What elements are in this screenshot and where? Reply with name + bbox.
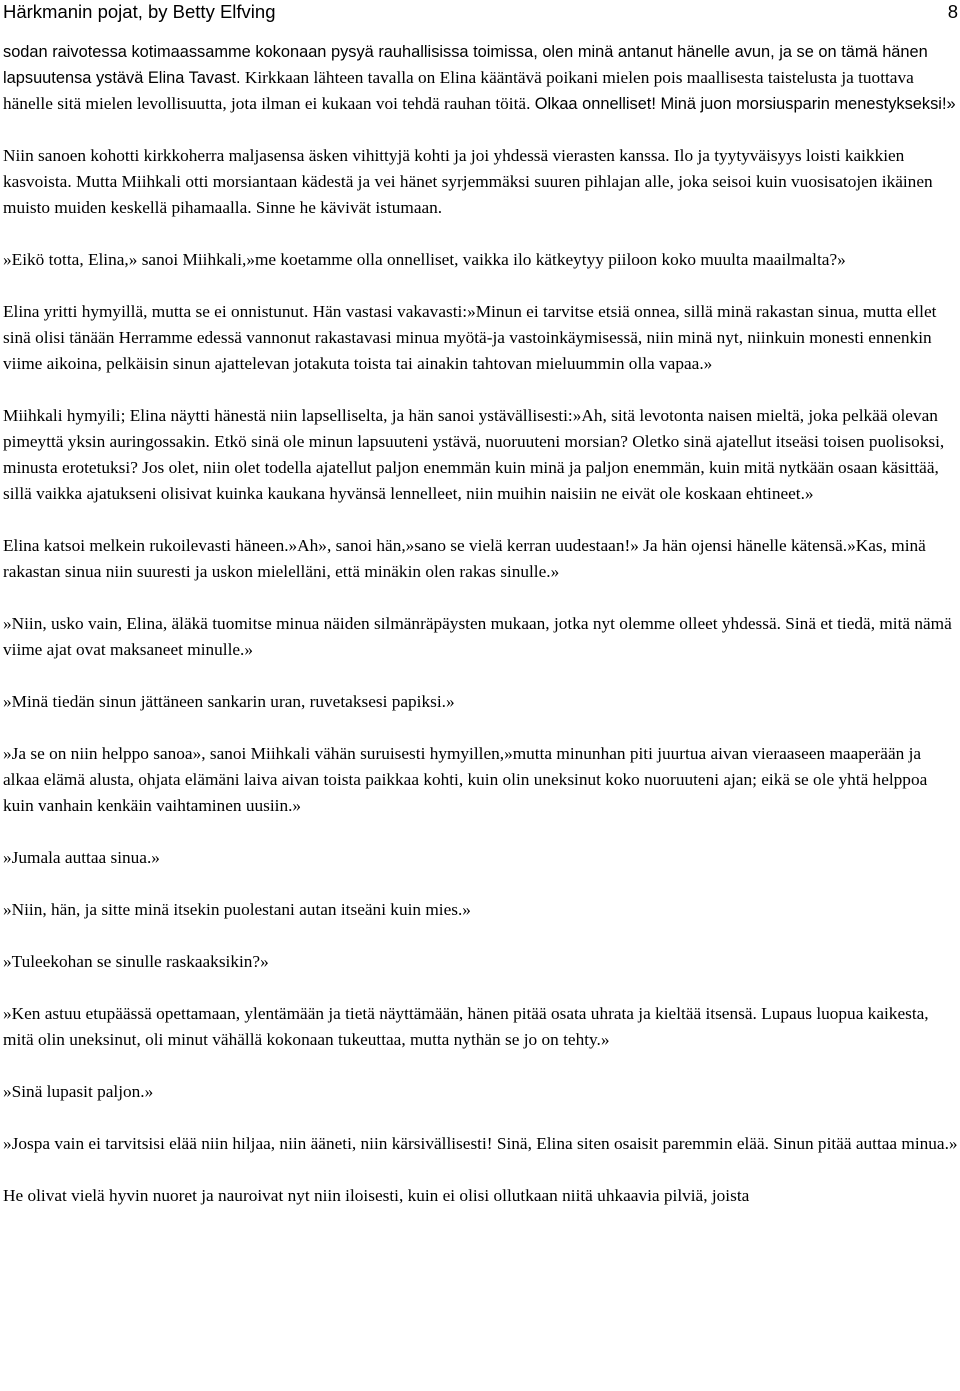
page-number: 8 [947, 1, 958, 22]
page-header [3, 0, 958, 24]
paragraph: Elina katsoi melkein rukoilevasti häneen.»Ah», sanoi hän,»sano se vielä kerran uudestaan!» Ja hän ojensi hänelle kätensä.»Kas, minä rakastan sinua niin suuresti ja uskon mielelläni, että minäkin olen rakas sinulle.» [3, 536, 926, 581]
paragraph: Niin sanoen kohotti kirkkoherra maljasensa äsken vihittyjä kohti ja joi yhdessä vierasten kanssa. Ilo ja tyytyväisyys loisti kaikkien kasvoista. Mutta Miihkali otti morsiantaan kädestä ja vei hänet syrjemmäksi suuren pihlajan alle, joka seisoi kuin vuosisatojen ikäinen muisto muiden keskellä pihamaalla. Sinne he kävivät istumaan. [3, 146, 933, 217]
page-body [3, 39, 959, 1235]
paragraph: »Minä tiedän sinun jättäneen sankarin uran, ruvetaksesi papiksi.» [3, 692, 455, 711]
paragraph: »Eikö totta, Elina,» sanoi Miihkali,»me koetamme olla onnelliset, vaikka ilo kätkeytyy piiloon koko muulta maailmalta?» [3, 250, 846, 269]
paragraph-text: sodan raivotessa kotimaassamme kokonaan pysyä rauhallisissa toimissa, olen minä antanut hänelle avun, ja se on tämä hänen lapsuutensa ystävä Elina Tavast. [3, 43, 928, 87]
paragraph [3, 39, 959, 117]
paragraph-text: Olkaa onnelliset! Minä juon morsiusparin menestykseksi!» [534, 95, 956, 113]
book-title: Härkmanin pojat, by Betty Elfving [3, 1, 276, 22]
paragraph: »Jumala auttaa sinua.» [3, 848, 160, 867]
paragraph: »Ken astuu etupäässä opettamaan, ylentämään ja tietä näyttämään, hänen pitää osata uhrata ja kieltää itsensä. Lupaus luopua kaikesta, mitä olin uneksinut, oli minut vähällä kokonaan tukeuttaa, mutta nythän se jo on tehty.» [3, 1004, 929, 1049]
paragraph: »Tuleekohan se sinulle raskaaksikin?» [3, 952, 269, 971]
paragraph: He olivat vielä hyvin nuoret ja nauroivat nyt niin iloisesti, kuin ei olisi ollutkaan niitä uhkaavia pilviä, joista [3, 1186, 750, 1205]
paragraph: Elina yritti hymyillä, mutta se ei onnistunut. Hän vastasi vakavasti:»Minun ei tarvitse etsiä onnea, sillä minä rakastan sinua, mutta ellet sinä olisi tänään Herramme edessä vannonut rakastavasi minua myötä-ja vastoinkäymisessä, niin minä nyt, niinkuin monesti ennenkin viime aikoina, pelkäisin sinun ajattelevan jotakuta toista tai ainakin tahtovan mieluummin olla vapaa.» [3, 302, 937, 373]
paragraph-text: Kirkkaan lähteen tavalla on Elina kääntävä poikani mielen pois maallisesta taistelusta ja tuottava hänelle sitä mielen levollisuutta, jota ilman ei kukaan voi tehdä rauhan töitä. [3, 68, 914, 113]
paragraph: Miihkali hymyili; Elina näytti hänestä niin lapselliselta, ja hän sanoi ystävällisesti:»Ah, sitä levotonta naisen mieltä, joka pelkää olevan pimeyttä yksin auringossakin. Etkö sinä ole minun lapsuuteni ystävä, nuoruuteni morsian? Oletko sinä ajatellut itseäsi toisen puolisoksi, minusta erotetuksi? Jos olet, niin olet todella ajatellut paljon enemmän kuin minä ja paljon enemmän, kuin mitä nytkään osaan käsittää, sillä vaikka ajatukseni olisivat kuinka kaukana hyvänsä lennelleet, niin muihin naisiin ne eivät ole koskaan ehtineet.» [3, 406, 945, 503]
paragraph: »Ja se on niin helppo sanoa», sanoi Miihkali vähän suruisesti hymyillen,»mutta minunhan piti juurtua aivan vieraaseen maaperään ja alkaa elämä alusta, ohjata elämäni laiva aivan toista paikkaa kohti, kuin olin uneksinut koko nuoruuteni ajan; eikä se ole yhtä helppoa kuin vanhain kenkäin vaihtaminen uusiin.» [3, 744, 928, 815]
paragraph: »Sinä lupasit paljon.» [3, 1082, 154, 1101]
paragraph: »Jospa vain ei tarvitsisi elää niin hiljaa, niin ääneti, niin kärsivällisesti! Sinä, Elina siten osaisit paremmin elää. Sinun pitää auttaa minua.» [3, 1134, 958, 1153]
paragraph: »Niin, hän, ja sitte minä itsekin puolestani autan itseäni kuin mies.» [3, 900, 471, 919]
paragraph: »Niin, usko vain, Elina, äläkä tuomitse minua näiden silmänräpäysten mukaan, jotka nyt olemme olleet yhdessä. Sinä et tiedä, mitä nämä viime ajat ovat maksaneet minulle.» [3, 614, 952, 659]
